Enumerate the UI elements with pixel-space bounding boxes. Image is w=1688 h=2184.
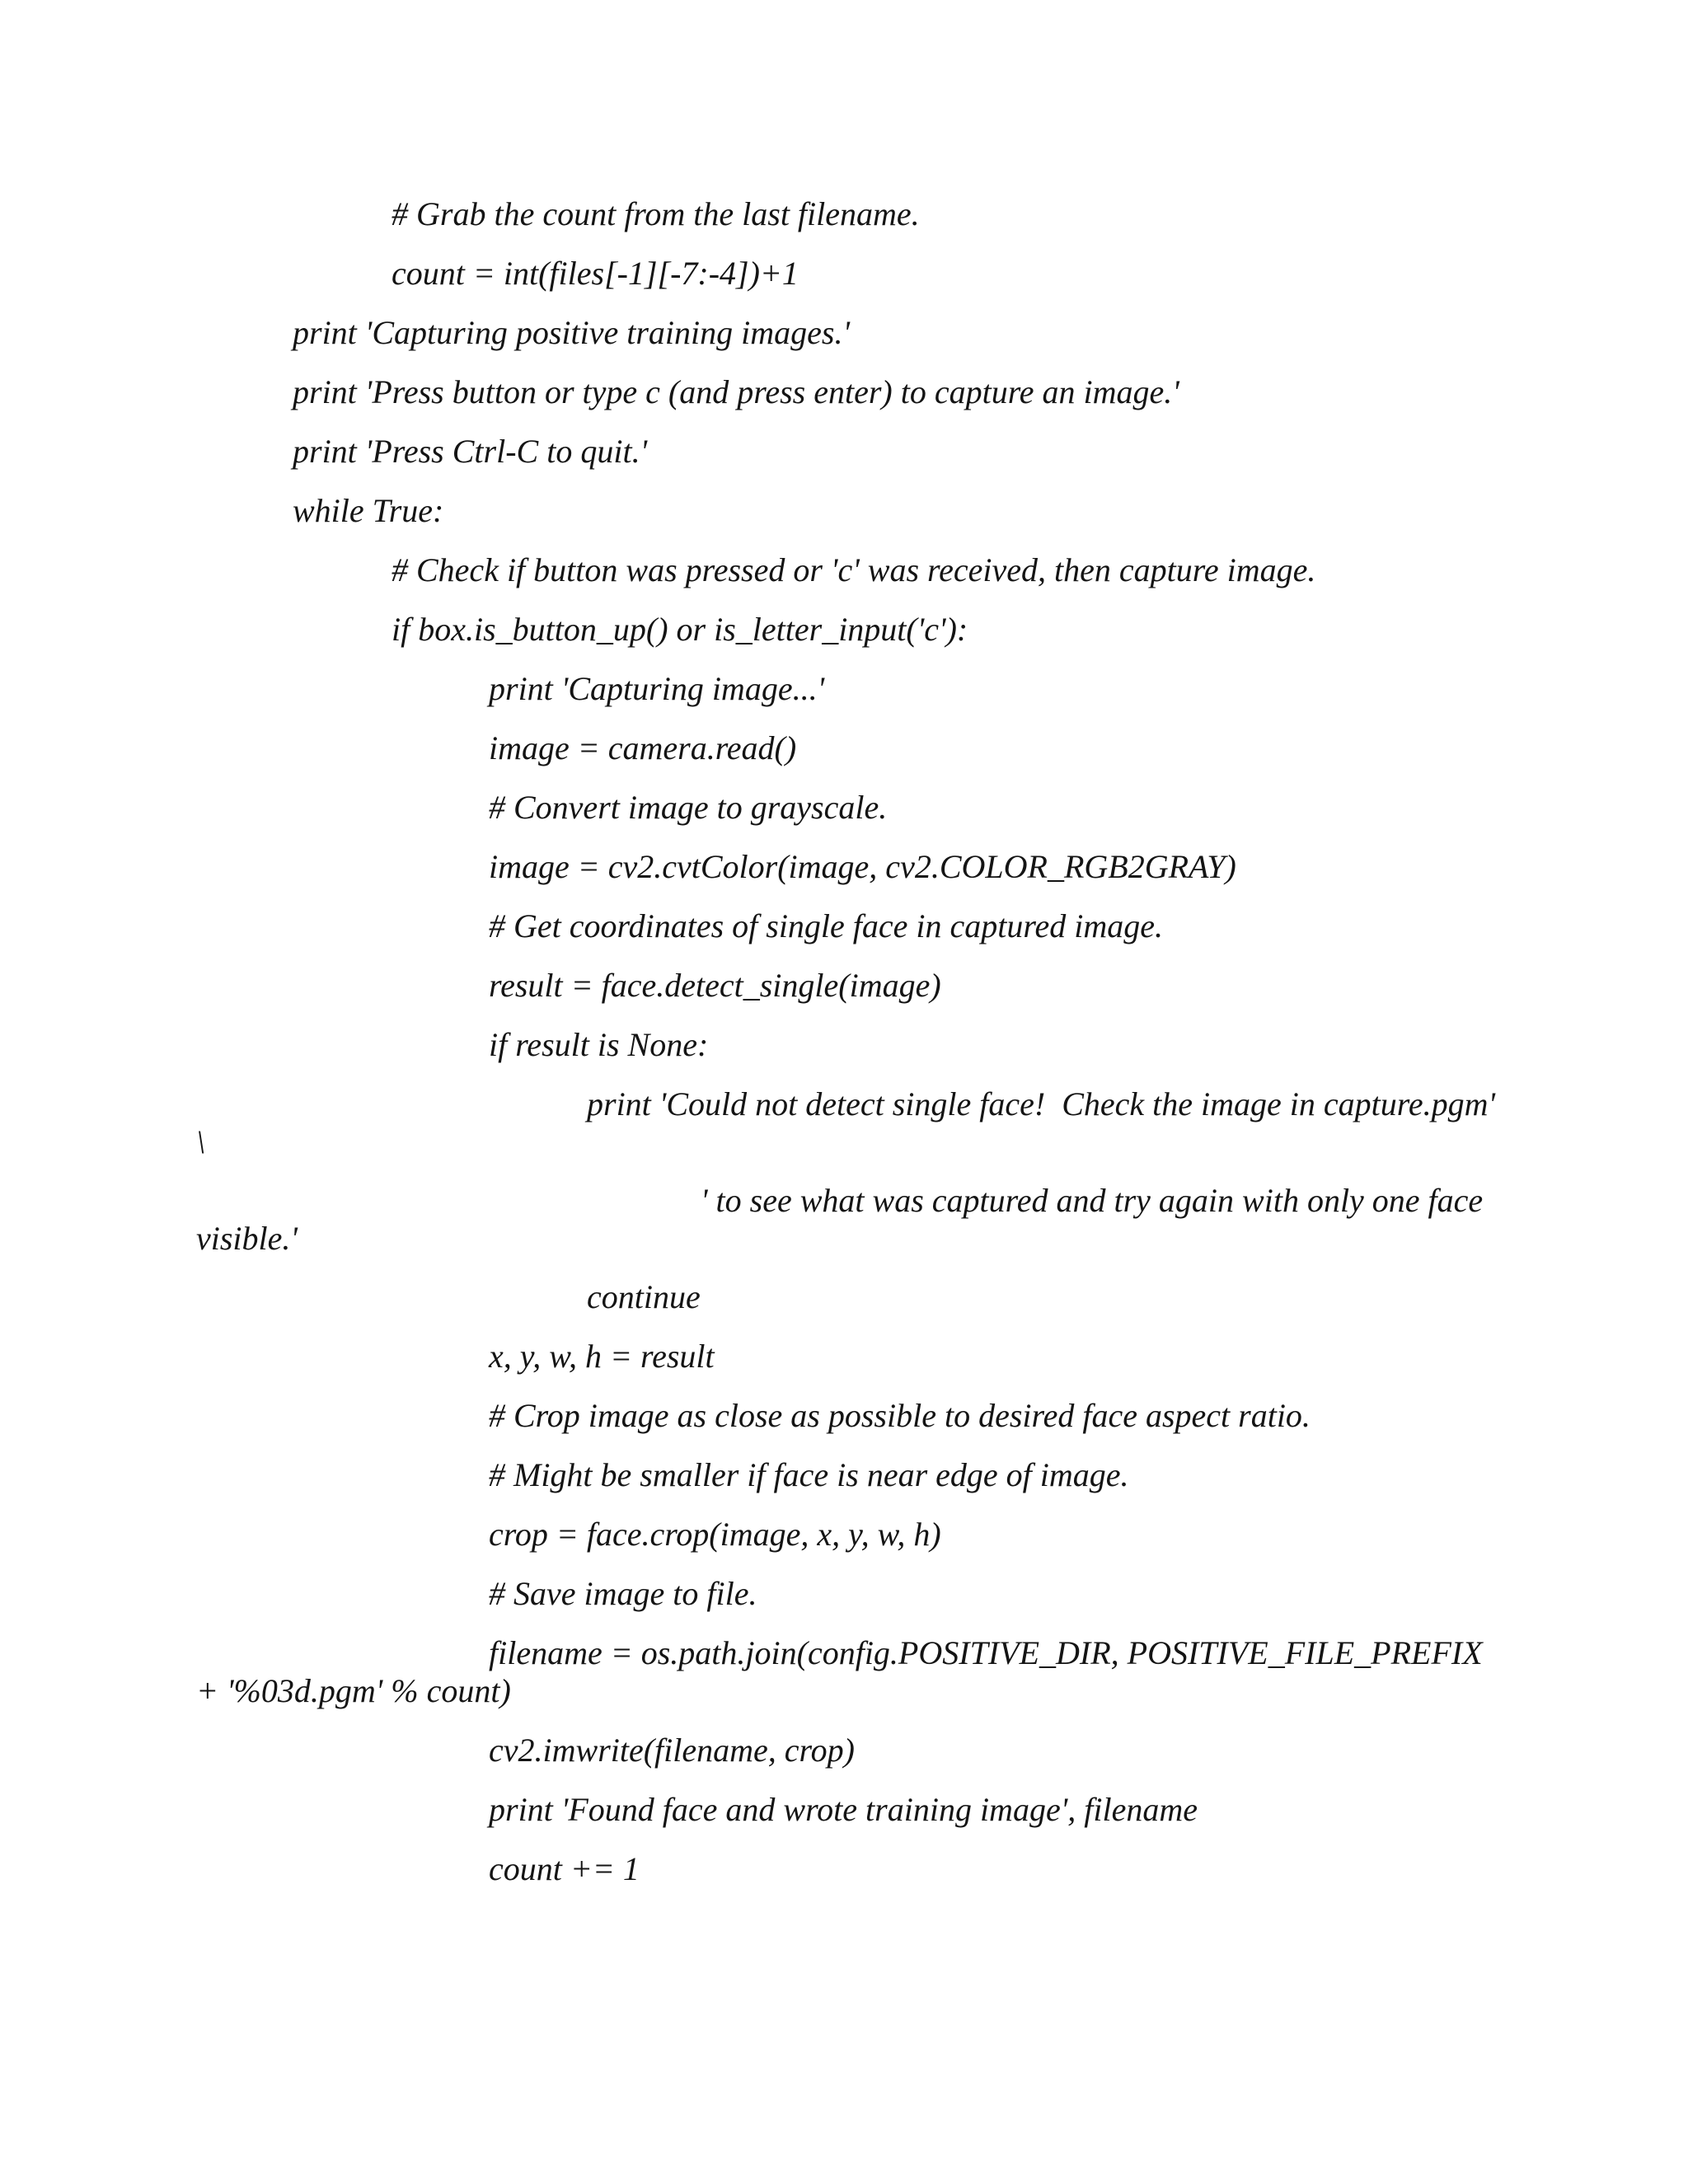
code-line: # Grab the count from the last filename. <box>392 195 920 232</box>
code-line: print 'Capturing image...' <box>489 670 825 707</box>
code-line: continue <box>587 1278 701 1315</box>
code-line: if box.is_button_up() or is_letter_input('c'): <box>392 611 968 648</box>
code-line: cv2.imwrite(filename, crop) <box>489 1732 855 1769</box>
code-line: count = int(files[-1][-7:-4])+1 <box>392 255 799 292</box>
code-line: print 'Capturing positive training images.' <box>293 314 851 351</box>
code-line: # Check if button was pressed or 'c' was received, then capture image. <box>392 551 1316 588</box>
code-line: filename = os.path.join(config.POSITIVE_DIR, POSITIVE_FILE_PREFIX <box>489 1634 1483 1671</box>
code-line: # Might be smaller if face is near edge of image. <box>489 1456 1129 1493</box>
code-line: x, y, w, h = result <box>489 1338 715 1375</box>
code-line: # Crop image as close as possible to desired face aspect ratio. <box>489 1397 1311 1434</box>
code-line: print 'Press button or type c (and press enter) to capture an image.' <box>293 373 1179 410</box>
code-line: if result is None: <box>489 1026 709 1063</box>
code-line: print 'Could not detect single face! Check the image in capture.pgm' <box>587 1085 1496 1122</box>
code-line: # Save image to file. <box>489 1575 757 1612</box>
code-line: result = face.detect_single(image) <box>489 967 941 1004</box>
code-line: # Convert image to grayscale. <box>489 789 888 826</box>
code-line: crop = face.crop(image, x, y, w, h) <box>489 1516 941 1553</box>
code-line: image = camera.read() <box>489 729 797 766</box>
code-line: visible.' <box>196 1220 298 1257</box>
code-line: # Get coordinates of single face in captured image. <box>489 907 1163 944</box>
code-line: image = cv2.cvtColor(image, cv2.COLOR_RGB2GRAY) <box>489 848 1236 885</box>
code-line: print 'Found face and wrote training image', filename <box>489 1791 1198 1828</box>
code-line: \ <box>196 1123 206 1160</box>
code-line: + '%03d.pgm' % count) <box>196 1672 511 1709</box>
code-line: count += 1 <box>489 1850 640 1887</box>
code-line: print 'Press Ctrl-C to quit.' <box>293 433 648 470</box>
code-line: ' to see what was captured and try again with only one face <box>701 1182 1484 1219</box>
code-line: while True: <box>293 492 444 529</box>
